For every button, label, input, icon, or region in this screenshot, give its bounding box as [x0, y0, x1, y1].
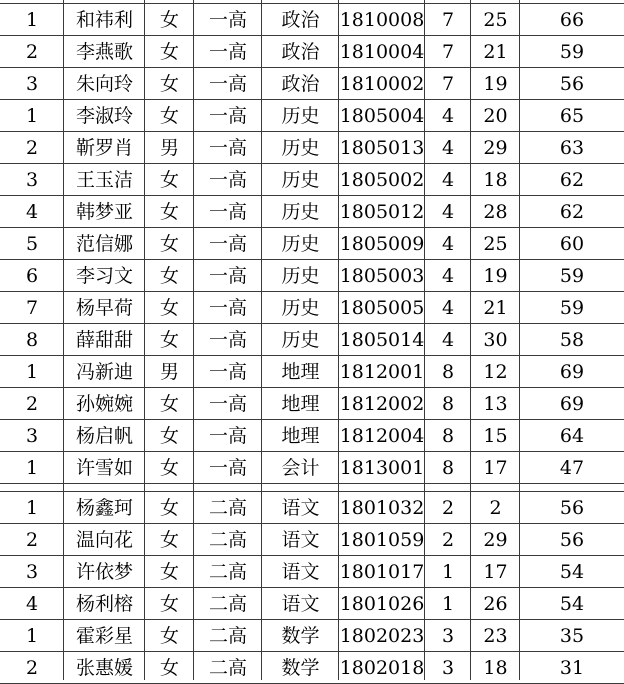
count-cell[interactable]: 4	[441, 137, 455, 159]
value-cell[interactable]: 18	[483, 169, 508, 191]
grid-line-horizontal	[0, 355, 624, 356]
id-cell[interactable]: 1812001	[339, 361, 425, 383]
table-row	[0, 420, 624, 452]
gender-cell[interactable]: 女	[159, 297, 179, 319]
gender-cell[interactable]: 女	[159, 41, 179, 63]
grade-cell[interactable]: 一高	[208, 297, 247, 319]
seq-cell[interactable]: 3	[25, 561, 39, 583]
value-cell[interactable]: 17	[483, 561, 508, 583]
count-cell[interactable]: 8	[441, 393, 455, 415]
grid-line-horizontal	[0, 483, 624, 484]
grade-cell[interactable]: 一高	[208, 393, 247, 415]
name-cell[interactable]: 温向花	[75, 529, 133, 551]
gender-cell[interactable]: 男	[159, 137, 179, 159]
value-cell[interactable]: 25	[483, 9, 508, 31]
id-cell[interactable]: 1805004	[339, 105, 425, 127]
id-cell[interactable]: 1805013	[339, 137, 425, 159]
gender-cell[interactable]: 女	[159, 657, 179, 679]
value-cell[interactable]: 23	[483, 625, 508, 647]
id-cell[interactable]: 1802023	[339, 625, 425, 647]
id-cell[interactable]: 1812004	[339, 425, 425, 447]
gender-cell[interactable]: 女	[159, 457, 179, 479]
gender-cell[interactable]: 女	[159, 233, 179, 255]
table-row	[0, 36, 624, 68]
seq-cell[interactable]: 7	[25, 297, 39, 319]
value-cell[interactable]: 17	[483, 457, 508, 479]
score-cell[interactable]: 59	[559, 297, 585, 319]
count-cell[interactable]: 4	[441, 169, 455, 191]
id-cell[interactable]: 1805014	[339, 329, 425, 351]
subject-cell[interactable]: 历史	[281, 105, 320, 127]
value-cell[interactable]: 29	[483, 529, 508, 551]
seq-cell[interactable]: 2	[25, 657, 39, 679]
count-cell[interactable]: 2	[441, 497, 455, 519]
score-cell[interactable]: 54	[559, 593, 585, 615]
id-cell[interactable]: 1810008	[339, 9, 425, 31]
count-cell[interactable]: 1	[441, 593, 455, 615]
id-cell[interactable]: 1805002	[339, 169, 425, 191]
grid-line-horizontal	[0, 195, 624, 196]
subject-cell[interactable]: 语文	[281, 529, 320, 551]
score-cell[interactable]: 35	[559, 625, 585, 647]
seq-cell[interactable]: 2	[25, 137, 39, 159]
grid-line-horizontal	[0, 387, 624, 388]
gender-cell[interactable]: 女	[159, 561, 179, 583]
name-cell[interactable]: 霍彩星	[75, 625, 133, 647]
value-cell[interactable]: 18	[483, 657, 508, 679]
count-cell[interactable]: 4	[441, 265, 455, 287]
subject-cell[interactable]: 历史	[281, 297, 320, 319]
name-cell[interactable]: 杨鑫珂	[75, 497, 133, 519]
id-cell[interactable]: 1802018	[339, 657, 425, 679]
subject-cell[interactable]: 历史	[281, 329, 320, 351]
id-cell[interactable]: 1801059	[339, 529, 425, 551]
grade-cell[interactable]: 二高	[208, 593, 247, 615]
grade-cell[interactable]: 一高	[208, 9, 247, 31]
count-cell[interactable]: 4	[441, 201, 455, 223]
value-cell[interactable]: 12	[483, 361, 508, 383]
table-row	[0, 324, 624, 356]
subject-cell[interactable]: 地理	[281, 393, 320, 415]
table-row	[0, 588, 624, 620]
value-cell[interactable]: 15	[483, 425, 508, 447]
grid-line-horizontal	[0, 523, 624, 524]
gender-cell[interactable]: 女	[159, 265, 179, 287]
table-row	[0, 196, 624, 228]
gender-cell[interactable]: 女	[159, 9, 179, 31]
seq-cell[interactable]: 6	[25, 265, 39, 287]
table-row	[0, 4, 624, 36]
count-cell[interactable]: 4	[441, 297, 455, 319]
subject-cell[interactable]: 历史	[281, 265, 320, 287]
subject-cell[interactable]: 历史	[281, 169, 320, 191]
score-cell[interactable]: 56	[559, 497, 585, 519]
value-cell[interactable]: 25	[483, 233, 508, 255]
seq-cell[interactable]: 1	[25, 105, 39, 127]
table-row	[0, 652, 624, 684]
subject-cell[interactable]: 政治	[281, 41, 320, 63]
gender-cell[interactable]: 女	[159, 593, 179, 615]
subject-cell[interactable]: 历史	[281, 201, 320, 223]
name-cell[interactable]: 杨早荷	[75, 297, 133, 319]
grid-line-horizontal	[0, 35, 624, 36]
id-cell[interactable]: 1805005	[339, 297, 425, 319]
grade-cell[interactable]: 一高	[208, 233, 247, 255]
score-cell[interactable]: 56	[559, 73, 585, 95]
name-cell[interactable]: 朱向玲	[75, 73, 133, 95]
score-cell[interactable]: 54	[559, 561, 585, 583]
value-cell[interactable]: 19	[483, 73, 508, 95]
grid-line-horizontal	[0, 323, 624, 324]
table-row	[0, 388, 624, 420]
grade-cell[interactable]: 一高	[208, 329, 247, 351]
subject-cell[interactable]: 地理	[281, 361, 320, 383]
grid-line-horizontal	[0, 619, 624, 620]
table-row	[0, 492, 624, 524]
score-cell[interactable]: 62	[559, 201, 585, 223]
score-cell[interactable]: 56	[559, 529, 585, 551]
grid-line-horizontal	[0, 419, 624, 420]
gender-cell[interactable]: 女	[159, 329, 179, 351]
score-cell[interactable]: 65	[559, 105, 585, 127]
seq-cell[interactable]: 1	[25, 457, 39, 479]
count-cell[interactable]: 8	[441, 457, 455, 479]
grade-cell[interactable]: 一高	[208, 169, 247, 191]
gender-cell[interactable]: 男	[159, 361, 179, 383]
table-row	[0, 292, 624, 324]
count-cell[interactable]: 1	[441, 561, 455, 583]
seq-cell[interactable]: 2	[25, 529, 39, 551]
count-cell[interactable]: 7	[441, 73, 455, 95]
id-cell[interactable]: 1805012	[339, 201, 425, 223]
grid-line-horizontal	[0, 259, 624, 260]
table-row	[0, 556, 624, 588]
gender-cell[interactable]: 女	[159, 105, 179, 127]
name-cell[interactable]: 杨利榕	[75, 593, 133, 615]
grid-line-horizontal	[0, 651, 624, 652]
grid-line-horizontal	[0, 131, 624, 132]
gender-cell[interactable]: 女	[159, 201, 179, 223]
grid-line-vertical	[144, 0, 145, 680]
seq-cell[interactable]: 8	[25, 329, 39, 351]
table-row	[0, 524, 624, 556]
table-row	[0, 100, 624, 132]
gender-cell[interactable]: 女	[159, 393, 179, 415]
grade-cell[interactable]: 一高	[208, 457, 247, 479]
grid-line-vertical	[519, 0, 520, 680]
table-row	[0, 260, 624, 292]
grade-cell[interactable]: 一高	[208, 73, 247, 95]
score-cell[interactable]: 63	[559, 137, 585, 159]
grade-cell[interactable]: 二高	[208, 529, 247, 551]
subject-cell[interactable]: 政治	[281, 9, 320, 31]
count-cell[interactable]: 4	[441, 105, 455, 127]
seq-cell[interactable]: 1	[25, 361, 39, 383]
name-cell[interactable]: 李习文	[75, 265, 133, 287]
count-cell[interactable]: 3	[441, 625, 455, 647]
count-cell[interactable]: 7	[441, 41, 455, 63]
gender-cell[interactable]: 女	[159, 169, 179, 191]
name-cell[interactable]: 薛甜甜	[75, 329, 133, 351]
grid-line-vertical	[261, 0, 262, 680]
value-cell[interactable]: 21	[483, 41, 508, 63]
subject-cell[interactable]: 历史	[281, 137, 320, 159]
value-cell[interactable]: 13	[483, 393, 508, 415]
id-cell[interactable]: 1801032	[339, 497, 425, 519]
count-cell[interactable]: 3	[441, 657, 455, 679]
grade-cell[interactable]: 一高	[208, 361, 247, 383]
grid-line-horizontal	[0, 3, 624, 4]
id-cell[interactable]: 1810002	[339, 73, 425, 95]
grid-line-horizontal	[0, 99, 624, 100]
gender-cell[interactable]: 女	[159, 497, 179, 519]
gender-cell[interactable]: 女	[159, 425, 179, 447]
grade-cell[interactable]: 一高	[208, 105, 247, 127]
count-cell[interactable]: 8	[441, 425, 455, 447]
name-cell[interactable]: 韩梦亚	[75, 201, 133, 223]
gender-cell[interactable]: 女	[159, 73, 179, 95]
table-row	[0, 228, 624, 260]
grid-line-horizontal	[0, 227, 624, 228]
subject-cell[interactable]: 数学	[281, 625, 320, 647]
subject-cell[interactable]: 历史	[281, 233, 320, 255]
seq-cell[interactable]: 2	[25, 41, 39, 63]
table-row	[0, 356, 624, 388]
id-cell[interactable]: 1810004	[339, 41, 425, 63]
id-cell[interactable]: 1801017	[339, 561, 425, 583]
name-cell[interactable]: 李淑玲	[75, 105, 133, 127]
name-cell[interactable]: 和祎利	[75, 9, 133, 31]
name-cell[interactable]: 许依梦	[75, 561, 133, 583]
count-cell[interactable]: 4	[441, 329, 455, 351]
gender-cell[interactable]: 女	[159, 625, 179, 647]
subject-cell[interactable]: 语文	[281, 593, 320, 615]
id-cell[interactable]: 1812002	[339, 393, 425, 415]
name-cell[interactable]: 杨启帆	[75, 425, 133, 447]
table-row	[0, 132, 624, 164]
grade-cell[interactable]: 一高	[208, 425, 247, 447]
grid-line-horizontal	[0, 587, 624, 588]
count-cell[interactable]: 7	[441, 9, 455, 31]
grid-line-horizontal	[0, 163, 624, 164]
value-cell[interactable]: 30	[483, 329, 508, 351]
name-cell[interactable]: 张惠媛	[75, 657, 133, 679]
seq-cell[interactable]: 4	[25, 593, 39, 615]
grade-cell[interactable]: 一高	[208, 265, 247, 287]
value-cell[interactable]: 20	[483, 105, 508, 127]
count-cell[interactable]: 2	[441, 529, 455, 551]
count-cell[interactable]: 8	[441, 361, 455, 383]
id-cell[interactable]: 1801026	[339, 593, 425, 615]
grid-line-horizontal	[0, 491, 624, 492]
table-row	[0, 68, 624, 100]
grid-line-vertical	[63, 0, 64, 680]
name-cell[interactable]: 孙婉婉	[75, 393, 133, 415]
grid-line-vertical	[424, 0, 425, 680]
id-cell[interactable]: 1813001	[339, 457, 425, 479]
score-cell[interactable]: 69	[559, 393, 585, 415]
gender-cell[interactable]: 女	[159, 529, 179, 551]
score-cell[interactable]: 64	[559, 425, 585, 447]
score-cell[interactable]: 59	[559, 41, 585, 63]
value-cell[interactable]: 2	[489, 497, 502, 519]
grade-cell[interactable]: 一高	[208, 137, 247, 159]
value-cell[interactable]: 19	[483, 265, 508, 287]
name-cell[interactable]: 许雪如	[75, 457, 133, 479]
seq-cell[interactable]: 1	[25, 625, 39, 647]
subject-cell[interactable]: 会计	[281, 457, 320, 479]
name-cell[interactable]: 靳罗肖	[75, 137, 133, 159]
subject-cell[interactable]: 数学	[281, 657, 320, 679]
subject-cell[interactable]: 政治	[281, 73, 320, 95]
score-cell[interactable]: 31	[559, 657, 585, 679]
grid-line-vertical	[338, 0, 339, 680]
grid-line-horizontal	[0, 291, 624, 292]
grade-cell[interactable]: 二高	[208, 497, 247, 519]
value-cell[interactable]: 28	[483, 201, 508, 223]
subject-cell[interactable]: 语文	[281, 561, 320, 583]
grid-line-horizontal	[0, 555, 624, 556]
seq-cell[interactable]: 3	[25, 73, 39, 95]
table-row	[0, 620, 624, 652]
score-cell[interactable]: 59	[559, 265, 585, 287]
id-cell[interactable]: 1805003	[339, 265, 425, 287]
grade-cell[interactable]: 一高	[208, 41, 247, 63]
grid-line-horizontal	[0, 451, 624, 452]
id-cell[interactable]: 1805009	[339, 233, 425, 255]
seq-cell[interactable]: 2	[25, 393, 39, 415]
grid-line-horizontal	[0, 67, 624, 68]
name-cell[interactable]: 王玉洁	[75, 169, 133, 191]
score-cell[interactable]: 62	[559, 169, 585, 191]
seq-cell[interactable]: 5	[25, 233, 39, 255]
seq-cell[interactable]: 4	[25, 201, 39, 223]
name-cell[interactable]: 冯新迪	[75, 361, 133, 383]
seq-cell[interactable]: 3	[25, 169, 39, 191]
subject-cell[interactable]: 地理	[281, 425, 320, 447]
score-cell[interactable]: 66	[559, 9, 585, 31]
name-cell[interactable]: 范信娜	[75, 233, 133, 255]
seq-cell[interactable]: 3	[25, 425, 39, 447]
grade-cell[interactable]: 二高	[208, 657, 247, 679]
seq-cell[interactable]: 1	[25, 497, 39, 519]
value-cell[interactable]: 26	[483, 593, 508, 615]
score-cell[interactable]: 47	[559, 457, 585, 479]
grade-cell[interactable]: 二高	[208, 625, 247, 647]
score-cell[interactable]: 58	[559, 329, 585, 351]
grade-cell[interactable]: 二高	[208, 561, 247, 583]
value-cell[interactable]: 21	[483, 297, 508, 319]
count-cell[interactable]: 4	[441, 233, 455, 255]
subject-cell[interactable]: 语文	[281, 497, 320, 519]
table-row	[0, 452, 624, 484]
score-cell[interactable]: 69	[559, 361, 585, 383]
value-cell[interactable]: 29	[483, 137, 508, 159]
grid-line-vertical	[193, 0, 194, 680]
grade-cell[interactable]: 一高	[208, 201, 247, 223]
score-cell[interactable]: 60	[559, 233, 585, 255]
table-row	[0, 164, 624, 196]
grid-line-vertical	[470, 0, 471, 680]
name-cell[interactable]: 李燕歌	[75, 41, 133, 63]
seq-cell[interactable]: 1	[25, 9, 39, 31]
